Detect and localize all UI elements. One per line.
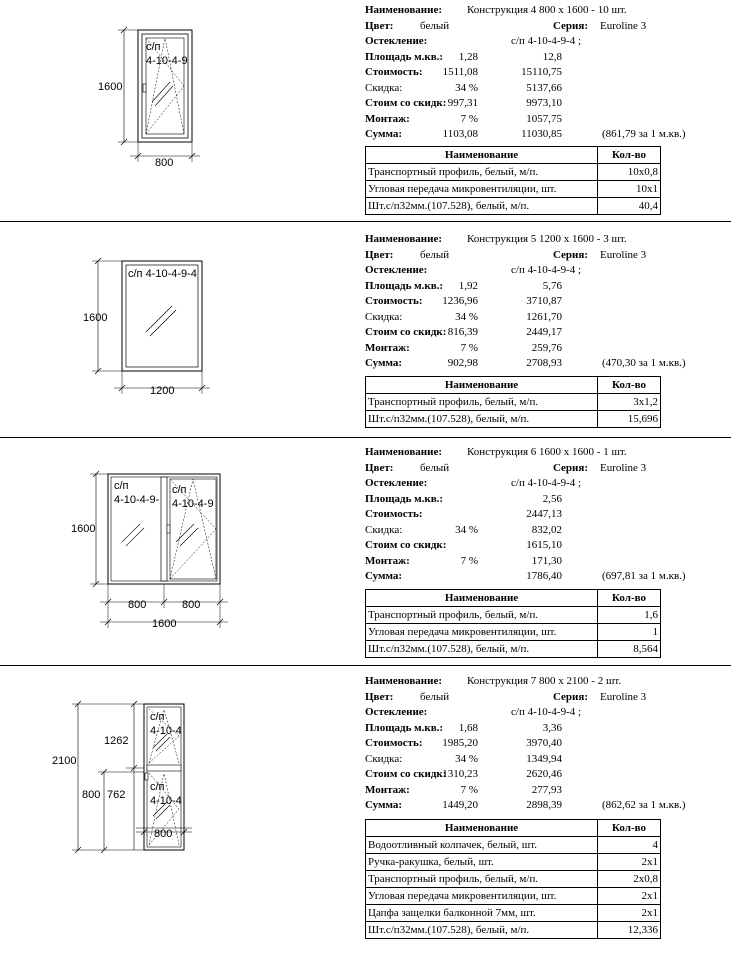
table-row: Транспортный профиль, белый, м/п. 2x0,8 [366, 871, 661, 888]
table-row: Транспортный профиль, белый, м/п. 1,6 [366, 607, 661, 624]
height-dimension: 800 [82, 789, 101, 801]
items-table: Наименование Кол-во Транспортный профиль, белый, м/п. 10x0,8 Угловая передача микровентиляции, шт. 10x1 Шт.с/п32мм.(107.528), белый, м/п. 40,4 [365, 146, 661, 215]
construction-title: Конструкция 7 800 x 2100 - 2 шт. [467, 675, 622, 687]
width-dimension: 1200 [150, 385, 175, 397]
table-row: Транспортный профиль, белый, м/п. 10x0,8 [366, 164, 661, 181]
glazing-label: 4-10-4 [150, 795, 182, 807]
height-dimension: 2100 [52, 755, 77, 767]
glazing-label: с/п [150, 711, 165, 723]
table-row: Угловая передача микровентиляции, шт. 10x1 [366, 181, 661, 198]
construction-title: Конструкция 6 1600 x 1600 - 1 шт. [467, 446, 627, 458]
glazing-label: 4-10-4 [150, 725, 182, 737]
series-value: Euroline 3 [600, 461, 647, 474]
color-value: белый [420, 461, 450, 474]
glazing-label: с/п 4-10-4-9-4 [128, 268, 197, 280]
window-drawing [0, 666, 360, 970]
width-dimension: 800 [155, 157, 174, 169]
construction-title: Конструкция 5 1200 x 1600 - 3 шт. [467, 233, 627, 245]
series-value: Euroline 3 [600, 19, 647, 32]
glazing-value: с/п 4-10-4-9-4 ; [511, 35, 582, 47]
table-row: Транспортный профиль, белый, м/п. 3x1,2 [366, 394, 661, 411]
glazing-label: с/п [150, 781, 165, 793]
width-dimension: 800 [182, 599, 201, 611]
items-table: Наименование Кол-во Водоотливный колпачек, белый, шт. 4 Ручка-ракушка, белый, шт. 2x1 Транспортный профиль, белый, м/п. 2x0,8 Угловая передача микровентиляции, шт. 2x1 Цапфа защелки балконной 7мм, шт. 2x1 Шт.с/п32мм.(107.528), белый, м/п. 12,336 [365, 819, 661, 939]
table-row: Водоотливный колпачек, белый, шт. 4 [366, 837, 661, 854]
height-dimension: 762 [107, 789, 126, 801]
table-row: Цапфа защелки балконной 7мм, шт. 2x1 [366, 905, 661, 922]
color-value: белый [420, 19, 450, 32]
table-row: Шт.с/п32мм.(107.528), белый, м/п. 15,696 [366, 411, 661, 428]
items-table: Наименование Кол-во Транспортный профиль, белый, м/п. 1,6 Угловая передача микровентиляции, шт. 1 Шт.с/п32мм.(107.528), белый, м/п. 8,564 [365, 589, 661, 658]
height-dimension: 1600 [83, 312, 108, 324]
glazing-value: с/п 4-10-4-9-4 ; [511, 706, 582, 718]
glazing-value: с/п 4-10-4-9-4 ; [511, 477, 582, 489]
width-dimension: 800 [154, 828, 173, 840]
glazing-label: с/п [172, 484, 187, 496]
table-row: Шт.с/п32мм.(107.528), белый, м/п. 12,336 [366, 922, 661, 939]
window-drawing [0, 222, 360, 437]
table-row: Шт.с/п32мм.(107.528), белый, м/п. 8,564 [366, 641, 661, 658]
glazing-label: 4-10-4-9- [114, 494, 160, 506]
glazing-value: с/п 4-10-4-9-4 ; [511, 264, 582, 276]
series-value: Euroline 3 [600, 248, 647, 261]
glazing-label: с/п [146, 41, 161, 53]
window-drawing [0, 438, 360, 665]
glazing-label: 4-10-4-9 [172, 498, 214, 510]
width-dimension: 800 [128, 599, 147, 611]
height-dimension: 1262 [104, 735, 129, 747]
table-row: Угловая передача микровентиляции, шт. 1 [366, 624, 661, 641]
price-per-m2: (697,81 за 1 м.кв.) [602, 570, 686, 582]
construction-spec: Наименование: Конструкция 5 1200 x 1600 - 3 шт. Цвет: белый Серия: Euroline 3 Остекление: с/п 4-10-4-9-4 ; Площадь м.кв.: 1,92 5,76 Стоимость: 1236,96 3710,87 Скидка: 34 % 1261,70 Стоим со скидк: 816,39 2449,17 Монтаж: 7 % 259,76 Сумма: 902,98 2708,93 (470,30 за 1 м.кв.) [365, 233, 686, 369]
construction-spec: Наименование: Конструкция 4 800 x 1600 - 10 шт. Цвет: белый Серия: Euroline 3 Остекление: с/п 4-10-4-9-4 ; Площадь м.кв.: 1,28 12,8 Стоимость: 1511,08 15110,75 Скидка: 34 % 5137,66 Стоим со скидк: 997,31 9973,10 Монтаж: 7 % 1057,75 Сумма: 1103,08 11030,85 (861,79 за 1 м.кв.) [365, 4, 686, 140]
construction-spec: Наименование: Конструкция 6 1600 x 1600 - 1 шт. Цвет: белый Серия: Euroline 3 Остекление: с/п 4-10-4-9-4 ; Площадь м.кв.: 2,56 Стоимость: 2447,13 Скидка: 34 % 832,02 Стоим со скидк: 1615,10 Монтаж: 7 % 171,30 Сумма: 1786,40 (697,81 за 1 м.кв.) [365, 446, 686, 582]
series-value: Euroline 3 [600, 690, 647, 703]
table-row: Угловая передача микровентиляции, шт. 2x1 [366, 888, 661, 905]
glazing-label: с/п [114, 480, 129, 492]
height-dimension: 1600 [98, 81, 123, 93]
window-drawing [0, 0, 360, 221]
height-dimension: 1600 [71, 523, 96, 535]
table-row: Шт.с/п32мм.(107.528), белый, м/п. 40,4 [366, 198, 661, 215]
glazing-label: 4-10-4-9 [146, 55, 188, 67]
width-dimension: 1600 [152, 618, 177, 630]
color-value: белый [420, 690, 450, 703]
construction-title: Конструкция 4 800 x 1600 - 10 шт. [467, 4, 627, 16]
price-per-m2: (861,79 за 1 м.кв.) [602, 128, 686, 140]
items-table: Наименование Кол-во Транспортный профиль, белый, м/п. 3x1,2 Шт.с/п32мм.(107.528), белый, м/п. 15,696 [365, 376, 661, 428]
price-per-m2: (470,30 за 1 м.кв.) [602, 357, 686, 369]
table-row: Ручка-ракушка, белый, шт. 2x1 [366, 854, 661, 871]
color-value: белый [420, 248, 450, 261]
price-per-m2: (862,62 за 1 м.кв.) [602, 799, 686, 811]
construction-spec: Наименование: Конструкция 7 800 x 2100 - 2 шт. Цвет: белый Серия: Euroline 3 Остекление: с/п 4-10-4-9-4 ; Площадь м.кв.: 1,68 3,36 Стоимость: 1985,20 3970,40 Скидка: 34 % 1349,94 Стоим со скидк: 1310,23 2620,46 Монтаж: 7 % 277,93 Сумма: 1449,20 2898,39 (862,62 за 1 м.кв.) [365, 675, 686, 811]
